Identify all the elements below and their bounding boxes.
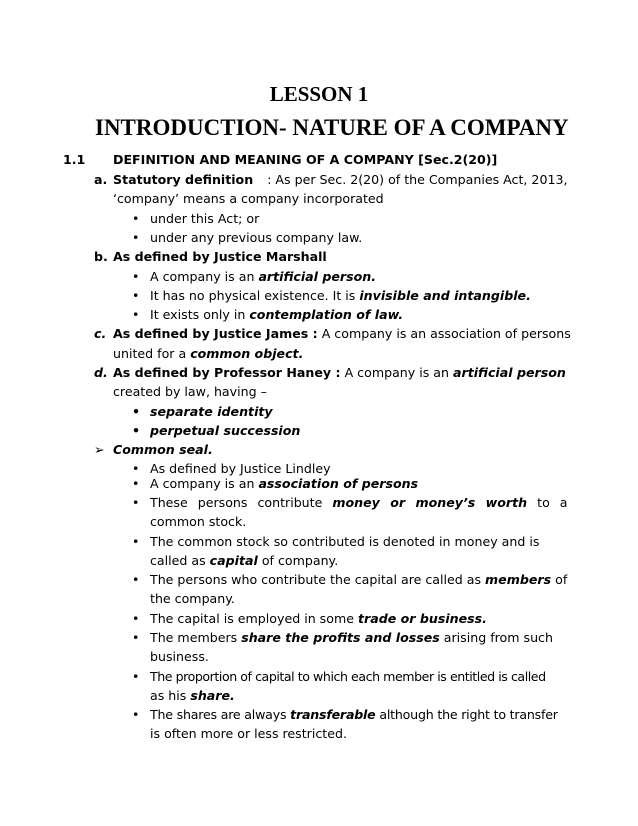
item-b-marker: b. — [94, 249, 108, 264]
item-c-line-1: As defined by Justice James : A company is an association of persons — [113, 326, 571, 341]
page-title: LESSON 1 — [269, 82, 369, 106]
seal-bullet: • The common stock so contributed is denoted in money and is — [150, 534, 539, 550]
seal-bullet-cont: the company. — [150, 591, 235, 606]
seal-bullet-cont: as his share. — [150, 688, 235, 703]
item-d-bullet: • perpetual succession — [150, 423, 300, 439]
seal-bullet: • The shares are always transferable although the right to transfer — [150, 707, 558, 723]
section-number: 1.1 — [63, 152, 86, 167]
item-b-bullet: • It exists only in contemplation of law. — [150, 307, 403, 323]
seal-bullet-cont: is often more or less restricted. — [150, 726, 347, 741]
section-heading: DEFINITION AND MEANING OF A COMPANY [Sec.2(20)] — [113, 152, 498, 167]
seal-bullet: • The capital is employed in some trade or business. — [150, 611, 487, 627]
page-subtitle: INTRODUCTION- NATURE OF A COMPANY — [95, 115, 569, 140]
item-d-line-2: created by law, having – — [113, 384, 267, 399]
item-d-bullet: • separate identity — [150, 404, 273, 420]
item-c-marker: c. — [94, 326, 107, 341]
item-a-marker: a. — [94, 172, 108, 187]
item-a-line-2: ‘company’ means a company incorporated — [113, 191, 384, 206]
item-d-line-1: As defined by Professor Haney : A company is an artificial person — [113, 365, 566, 380]
item-b-label: As defined by Justice Marshall — [113, 249, 327, 264]
item-b-bullet: • A company is an artificial person. — [150, 269, 376, 285]
seal-bullet-cont: business. — [150, 649, 209, 664]
item-a-bullet: • under any previous company law. — [150, 230, 362, 246]
arrow-bullet-icon: ➢ — [94, 442, 105, 457]
item-c-line-2: united for a common object. — [113, 346, 304, 361]
item-a-label: Statutory definition — [113, 172, 254, 187]
seal-bullet: • A company is an association of persons — [150, 476, 418, 492]
seal-bullet-cont: called as capital of company. — [150, 553, 339, 568]
seal-bullet-cont: common stock. — [150, 514, 247, 529]
item-a-bullet: • under this Act; or — [150, 211, 259, 227]
item-d-marker: d. — [94, 365, 108, 380]
seal-bullet: • The members share the profits and losses arising from such — [150, 630, 553, 646]
item-b-bullet: • It has no physical existence. It is invisible and intangible. — [150, 288, 531, 304]
seal-bullet: • The proportion of capital to which each member is entitled is called — [150, 669, 546, 685]
item-a-line-1: Statutory definition : As per Sec. 2(20) of the Companies Act, 2013, — [113, 172, 568, 187]
common-seal-heading: Common seal. — [113, 442, 213, 457]
seal-bullet: • As defined by Justice Lindley — [150, 461, 331, 477]
seal-bullet: • The persons who contribute the capital are called as members of — [150, 572, 567, 588]
seal-bullet: • These persons contribute money or money’s worth to a — [150, 495, 568, 511]
